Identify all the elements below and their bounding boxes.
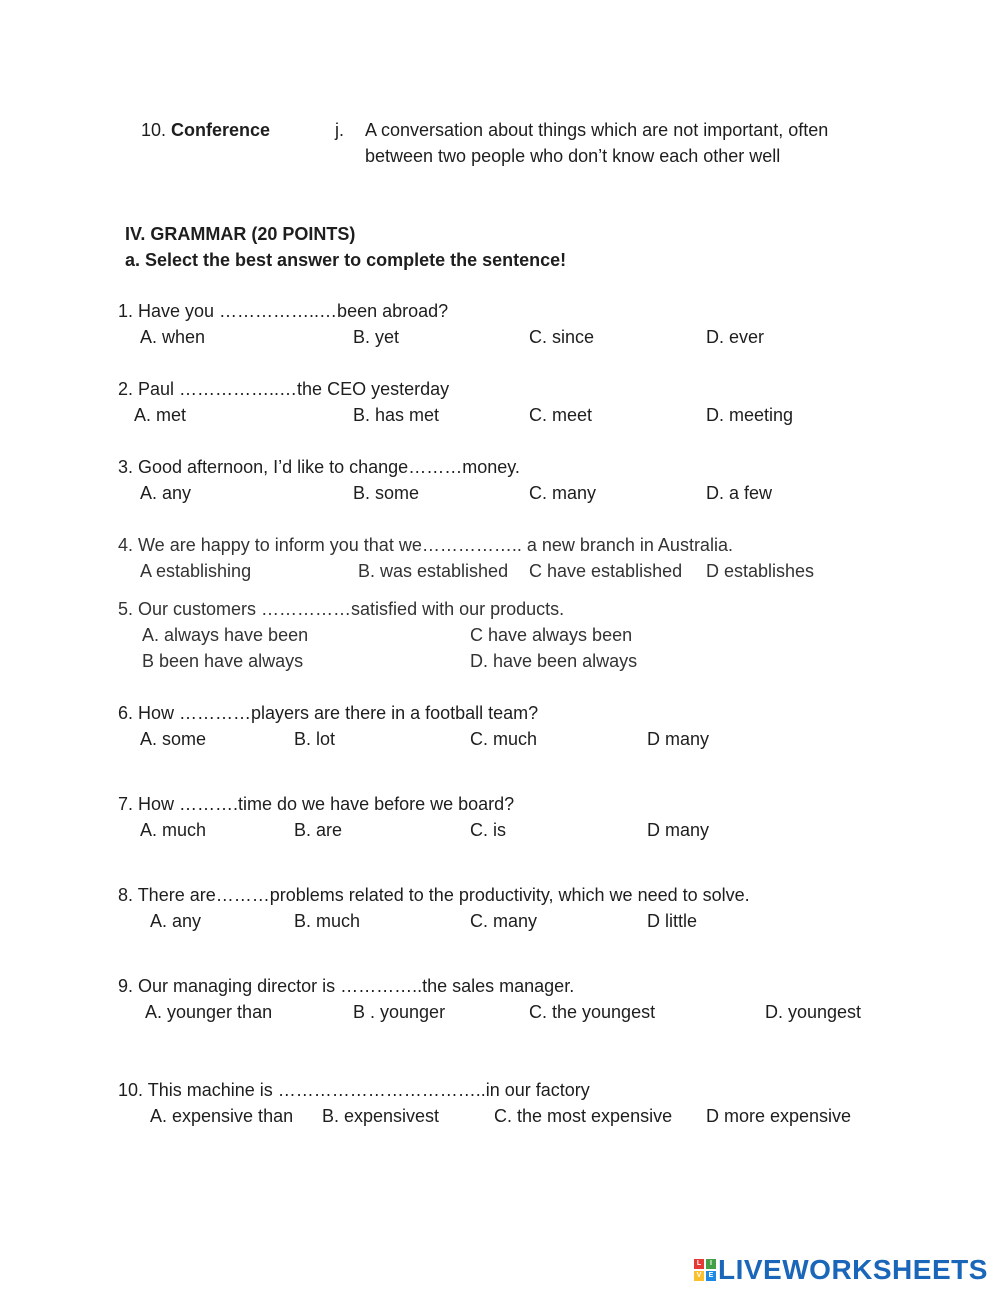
question-4-option-d[interactable]: D establishes <box>706 561 815 581</box>
question-10-option-a[interactable]: A. expensive than <box>150 1106 294 1126</box>
section-title: IV. GRAMMAR (20 POINTS) <box>125 224 356 244</box>
question-7-option-a[interactable]: A. much <box>140 820 207 840</box>
question-9-stem: 9. Our managing director is …………..the sales manager. <box>118 976 575 996</box>
question-7-option-b[interactable]: B. are <box>294 820 343 840</box>
question-8-option-b[interactable]: B. much <box>294 911 361 931</box>
question-2-option-b[interactable]: B. has met <box>353 405 440 425</box>
vocab-definition-line2: between two people who don’t know each other well <box>365 146 781 166</box>
question-2-stem: 2. Paul ……………..…the CEO yesterday <box>118 379 450 399</box>
question-1-option-c[interactable]: C. since <box>529 327 595 347</box>
question-4-option-a[interactable]: A establishing <box>140 561 252 581</box>
question-3-option-c[interactable]: C. many <box>529 483 597 503</box>
question-10-option-b[interactable]: B. expensivest <box>322 1106 440 1126</box>
question-2-option-c[interactable]: C. meet <box>529 405 593 425</box>
question-9-option-a[interactable]: A. younger than <box>145 1002 273 1022</box>
question-5-option-c[interactable]: C have always been <box>470 625 633 645</box>
question-6-option-c[interactable]: C. much <box>470 729 538 749</box>
question-8-option-c[interactable]: C. many <box>470 911 538 931</box>
question-2-option-a[interactable]: A. met <box>134 405 187 425</box>
question-6-option-b[interactable]: B. lot <box>294 729 336 749</box>
question-4-option-c[interactable]: C have established <box>529 561 683 581</box>
question-3-option-a[interactable]: A. any <box>140 483 192 503</box>
logo-text: LIVEWORKSHEETS <box>718 1254 988 1285</box>
vocab-number: 10. <box>141 120 167 140</box>
question-10-option-c[interactable]: C. the most expensive <box>494 1106 673 1126</box>
logo-block-2: I <box>706 1259 716 1269</box>
question-6-option-a[interactable]: A. some <box>140 729 207 749</box>
logo-block-1: L <box>694 1259 704 1269</box>
question-8-option-d[interactable]: D little <box>647 911 698 931</box>
question-1-stem: 1. Have you ……………..…been abroad? <box>118 301 449 321</box>
question-2-option-d[interactable]: D. meeting <box>706 405 794 425</box>
question-5-option-b[interactable]: B been have always <box>142 651 304 671</box>
question-7-stem: 7. How ……….time do we have before we board? <box>118 794 515 814</box>
question-9-option-d[interactable]: D. youngest <box>765 1002 862 1022</box>
question-5-stem: 5. Our customers ……………satisfied with our products. <box>118 599 565 619</box>
logo-block-3: V <box>694 1271 704 1281</box>
question-3-stem: 3. Good afternoon, I’d like to change………money. <box>118 457 520 477</box>
vocab-letter: j. <box>335 120 344 140</box>
question-1-option-a[interactable]: A. when <box>140 327 206 347</box>
vocab-word: Conference <box>171 120 271 140</box>
question-7-option-d[interactable]: D many <box>647 820 710 840</box>
question-5-option-a[interactable]: A. always have been <box>142 625 309 645</box>
question-6-stem: 6. How …………players are there in a football team? <box>118 703 539 723</box>
question-9-option-c[interactable]: C. the youngest <box>529 1002 656 1022</box>
question-1-option-b[interactable]: B. yet <box>353 327 400 347</box>
question-10-option-d[interactable]: D more expensive <box>706 1106 852 1126</box>
question-3-option-d[interactable]: D. a few <box>706 483 773 503</box>
liveworksheets-logo <box>694 1255 988 1285</box>
question-5-option-d[interactable]: D. have been always <box>470 651 638 671</box>
question-4-stem: 4. We are happy to inform you that we…………….. a new branch in Australia. <box>118 535 733 555</box>
section-instruction: a. Select the best answer to complete the sentence! <box>125 250 567 270</box>
question-4-option-b[interactable]: B. was established <box>358 561 509 581</box>
vocab-definition-line1: A conversation about things which are not important, often <box>365 120 829 140</box>
question-1-option-d[interactable]: D. ever <box>706 327 765 347</box>
question-9-option-b[interactable]: B . younger <box>353 1002 446 1022</box>
question-6-option-d[interactable]: D many <box>647 729 710 749</box>
question-3-option-b[interactable]: B. some <box>353 483 420 503</box>
question-7-option-c[interactable]: C. is <box>470 820 506 840</box>
logo-block-4: E <box>706 1271 716 1281</box>
logo-blocks-icon <box>694 1259 716 1281</box>
question-10-stem: 10. This machine is ……………………………..in our factory <box>118 1080 590 1100</box>
question-8-stem: 8. There are………problems related to the productivity, which we need to solve. <box>118 885 750 905</box>
question-8-option-a[interactable]: A. any <box>150 911 202 931</box>
